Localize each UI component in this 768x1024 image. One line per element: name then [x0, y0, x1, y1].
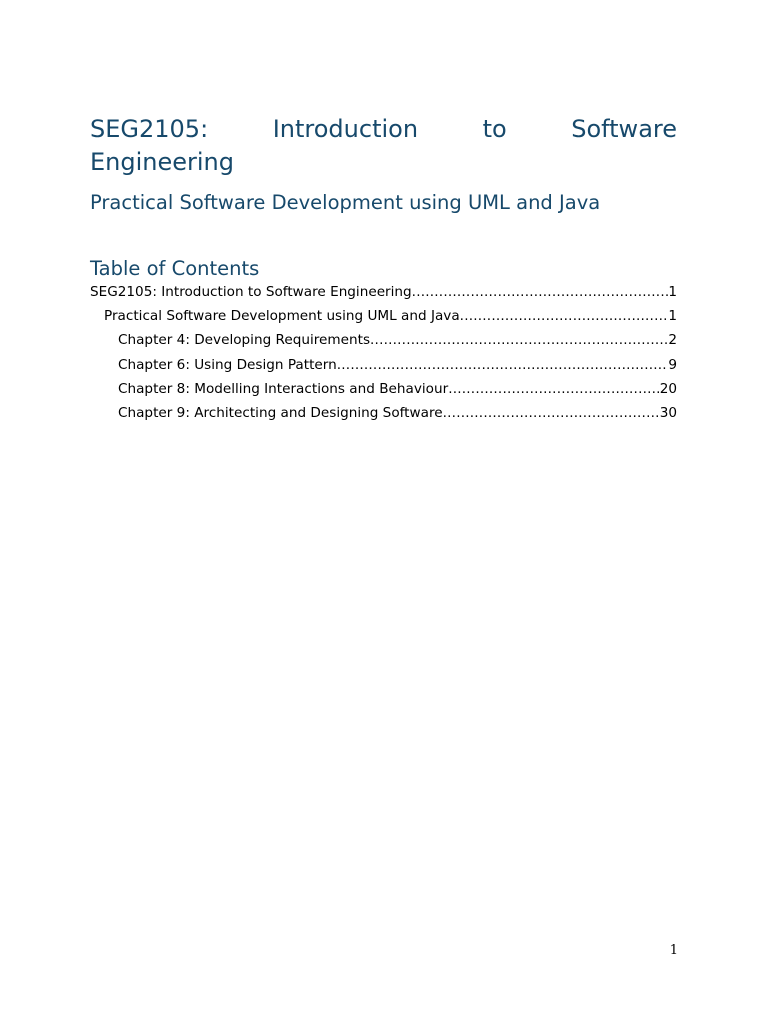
toc-entry-text: Chapter 9: Architecting and Designing Software: [118, 404, 443, 421]
title-word: SEG2105:: [90, 115, 209, 143]
toc-entry-page: 30: [659, 404, 677, 421]
toc-heading: Table of Contents: [90, 257, 260, 280]
toc-dot-leader: [443, 401, 660, 425]
toc-entry-page: 1: [668, 284, 677, 300]
title-word: to: [482, 115, 507, 143]
toc-entry-text: Practical Software Development using UML and Java: [104, 308, 460, 325]
toc-entry-text: Chapter 6: Using Design Pattern: [118, 356, 337, 373]
toc-entry-page: 20: [659, 380, 677, 397]
toc-list: [90, 280, 677, 425]
title-word: Software: [571, 115, 677, 143]
toc-entry-text: Chapter 4: Developing Requirements: [118, 332, 371, 349]
toc-entry-page: 2: [668, 332, 677, 349]
toc-entry-page: 1: [668, 308, 677, 325]
toc-entry-chapter-9[interactable]: [90, 401, 677, 425]
toc-entry-chapter-6[interactable]: [90, 353, 677, 377]
toc-entry-chapter-4[interactable]: [90, 328, 677, 352]
title-line-2: Engineering: [90, 148, 234, 176]
document-title: [90, 113, 677, 179]
toc-entry-book[interactable]: [90, 304, 677, 328]
toc-dot-leader: [460, 304, 669, 328]
title-word: Introduction: [272, 115, 419, 143]
toc-dot-leader: [448, 377, 660, 401]
toc-entry-chapter-8[interactable]: [90, 377, 677, 401]
page-number: 1: [669, 943, 678, 958]
toc-entry-text: SEG2105: Introduction to Software Engineering: [90, 284, 412, 300]
toc-entry-course[interactable]: [90, 280, 677, 304]
toc-dot-leader: [370, 328, 668, 352]
document-subtitle: Practical Software Development using UML and Java: [90, 191, 601, 214]
toc-entry-text: Chapter 8: Modelling Interactions and Behaviour: [118, 380, 449, 397]
toc-dot-leader: [412, 280, 669, 304]
title-line-1: [90, 113, 677, 146]
toc-entry-page: 9: [668, 356, 677, 373]
toc-dot-leader: [337, 353, 669, 377]
